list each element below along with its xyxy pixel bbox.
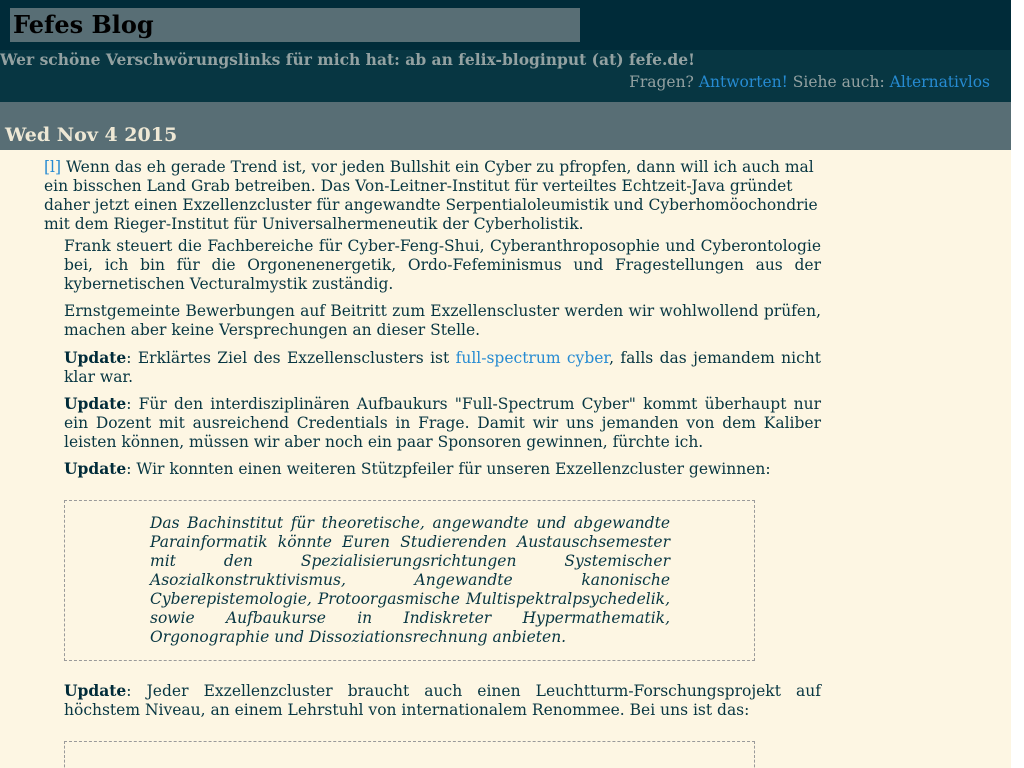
quote-text: Das Bachinstitut für theoretische, angewandte und abgewandte Parainformatik könnte Euren Studierenden Austauschsemester mit den Spezialisierungsrichtungen Systemischer Asozialkonstruktivismus, Angewandte kanonische Cyberepistemologie, Protoorgasmische Multispektralpsychedelik, sowie Aufbaukurse in Indiskreter Hypermathematik, Orgonographie und Dissoziationsrechnung anbieten.: [150, 514, 670, 646]
update-3: [64, 459, 821, 479]
title-box: [10, 8, 580, 42]
permalink[interactable]: [l]: [44, 158, 62, 176]
post-intro-text: Wenn das eh gerade Trend ist, vor jeden Bullshit ein Cyber zu pfropfen, dann will ich auch mal ein bisschen Land Grab betreiben. Das Von-Leitner-Institut für verteiltes Echtzeit-Java gründet daher jetzt einen Exzellenzcluster für angewandte Serpentialoleumistik und Cyberhomöochondrie mit dem Rieger-Institut für Universalhermeneutik der Cyberholistik.: [44, 158, 818, 233]
update-1-text: : Erklärtes Ziel des Exzellensclusters ist: [126, 349, 456, 367]
update-label: Update: [64, 681, 127, 700]
blog-title[interactable]: Fefes Blog: [13, 10, 154, 39]
alternativlos-link[interactable]: Alternativlos: [889, 73, 990, 91]
full-spectrum-cyber-link[interactable]: full-spectrum cyber: [455, 349, 610, 367]
update-1-text-after: , falls das jemandem nicht klar war.: [64, 349, 822, 386]
subheader: [0, 50, 1011, 102]
links-middle: Siehe auch:: [787, 73, 890, 91]
header-links: [629, 72, 990, 92]
header: [0, 0, 1011, 50]
update-2-text: : Für den interdisziplinären Aufbaukurs "Full-Spectrum Cyber" kommt überhaupt nur ein Dozent mit ausreichend Credentials in Frage. Damit wir uns jemanden von dem Kaliber leisten können, müssen wir aber noch ein paar Sponsoren gewinnen, fürchte ich.: [64, 395, 821, 451]
post-blockquote: [64, 237, 821, 768]
post-intro: [44, 158, 831, 234]
update-label: Update: [64, 394, 127, 413]
update-2: [64, 394, 821, 452]
links-prefix: Fragen?: [629, 73, 699, 91]
update-4: [64, 681, 821, 720]
update-3-text: : Wir konnten einen weiteren Stützpfeiler für unseren Exzellenzcluster gewinnen:: [126, 460, 771, 478]
paragraph: Ernstgemeinte Bewerbungen auf Beitritt zum Exzellenscluster werden wir wohlwollend prüfen, machen aber keine Versprechungen an dieser Stelle.: [64, 302, 821, 339]
post: [44, 158, 831, 768]
update-4-text: : Jeder Exzellenzcluster braucht auch einen Leuchtturm-Forschungsprojekt auf höchstem Niveau, an einem Lehrstuhl von internationalem Renommee. Bei uns ist das:: [64, 682, 821, 719]
post-date: Wed Nov 4 2015: [5, 124, 178, 146]
tagline: Wer schöne Verschwörungslinks für mich hat: ab an felix-bloginput (at) fefe.de!: [0, 50, 695, 69]
quote-box-2: [64, 741, 755, 768]
update-label: Update: [64, 459, 127, 478]
answers-link[interactable]: Antworten!: [698, 73, 788, 91]
update-label: Update: [64, 348, 127, 367]
paragraph: Frank steuert die Fachbereiche für Cyber-Feng-Shui, Cyberanthroposophie und Cyberontologie bei, ich bin für die Orgonenenergetik, Ordo-Fefeminismus und Fragestellungen aus der kybernetischen Vecturalmystik zuständig.: [64, 237, 821, 293]
date-bar: [0, 102, 1011, 150]
update-1: [64, 348, 821, 387]
quote-box: [64, 500, 755, 661]
